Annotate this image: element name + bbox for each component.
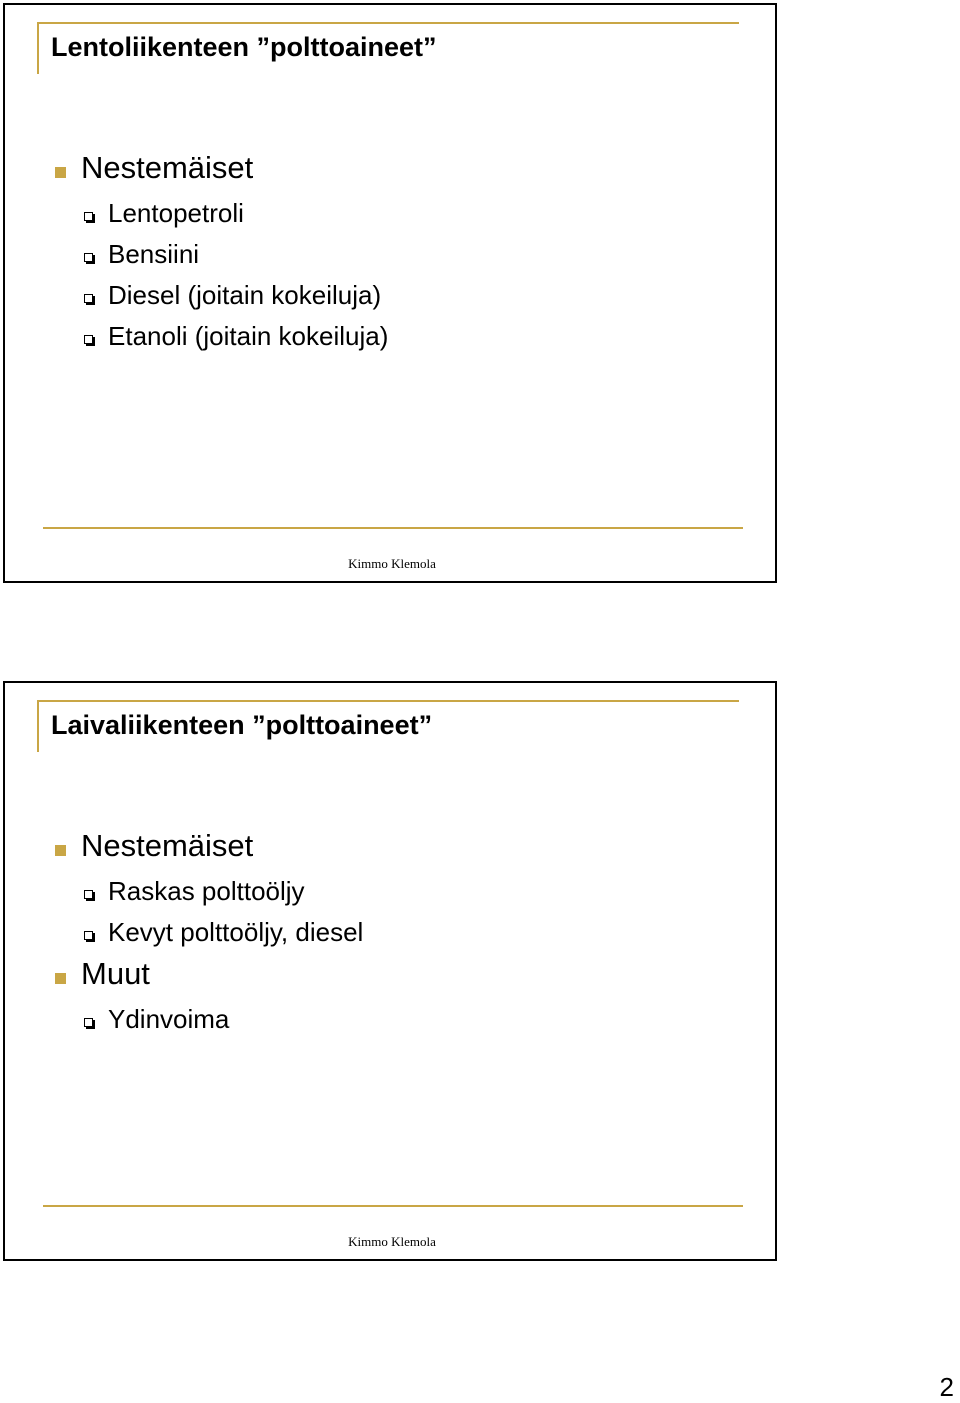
checkbox-bullet-icon <box>84 253 93 262</box>
title-rule-left <box>37 700 39 752</box>
checkbox-bullet-icon <box>84 335 93 344</box>
slide-2 <box>3 681 777 1261</box>
bullet-level2: Ydinvoima <box>108 1004 230 1034</box>
checkbox-bullet-icon <box>84 890 93 899</box>
slide-title: Lentoliikenteen ”polttoaineet” <box>51 32 437 62</box>
checkbox-bullet-icon <box>84 1018 93 1027</box>
slide-title: Laivaliikenteen ”polttoaineet” <box>51 710 433 740</box>
bullet-level2: Diesel (joitain kokeiluja) <box>108 280 382 310</box>
bullet-level2: Kevyt polttoöljy, diesel <box>108 917 364 947</box>
checkbox-bullet-icon <box>84 931 93 940</box>
checkbox-bullet-icon <box>84 212 93 221</box>
bullet-level2: Bensiini <box>108 239 200 269</box>
slide-1 <box>3 3 777 583</box>
title-rule-top <box>39 700 739 702</box>
footer-rule <box>43 527 743 529</box>
bullet-level1: Nestemäiset <box>81 828 254 863</box>
slide-footer: Kimmo Klemola <box>348 556 436 571</box>
square-bullet-icon <box>55 167 66 178</box>
bullet-level2: Lentopetroli <box>108 198 244 228</box>
bullet-level1: Muut <box>81 956 150 991</box>
square-bullet-icon <box>55 845 66 856</box>
page-number: 2 <box>939 1372 954 1402</box>
slide-footer: Kimmo Klemola <box>348 1234 436 1249</box>
bullet-level2: Raskas polttoöljy <box>108 876 305 906</box>
square-bullet-icon <box>55 973 66 984</box>
title-rule-left <box>37 22 39 74</box>
checkbox-bullet-icon <box>84 294 93 303</box>
bullet-level2: Etanoli (joitain kokeiluja) <box>108 321 389 351</box>
footer-rule <box>43 1205 743 1207</box>
title-rule-top <box>39 22 739 24</box>
bullet-level1: Nestemäiset <box>81 150 254 185</box>
